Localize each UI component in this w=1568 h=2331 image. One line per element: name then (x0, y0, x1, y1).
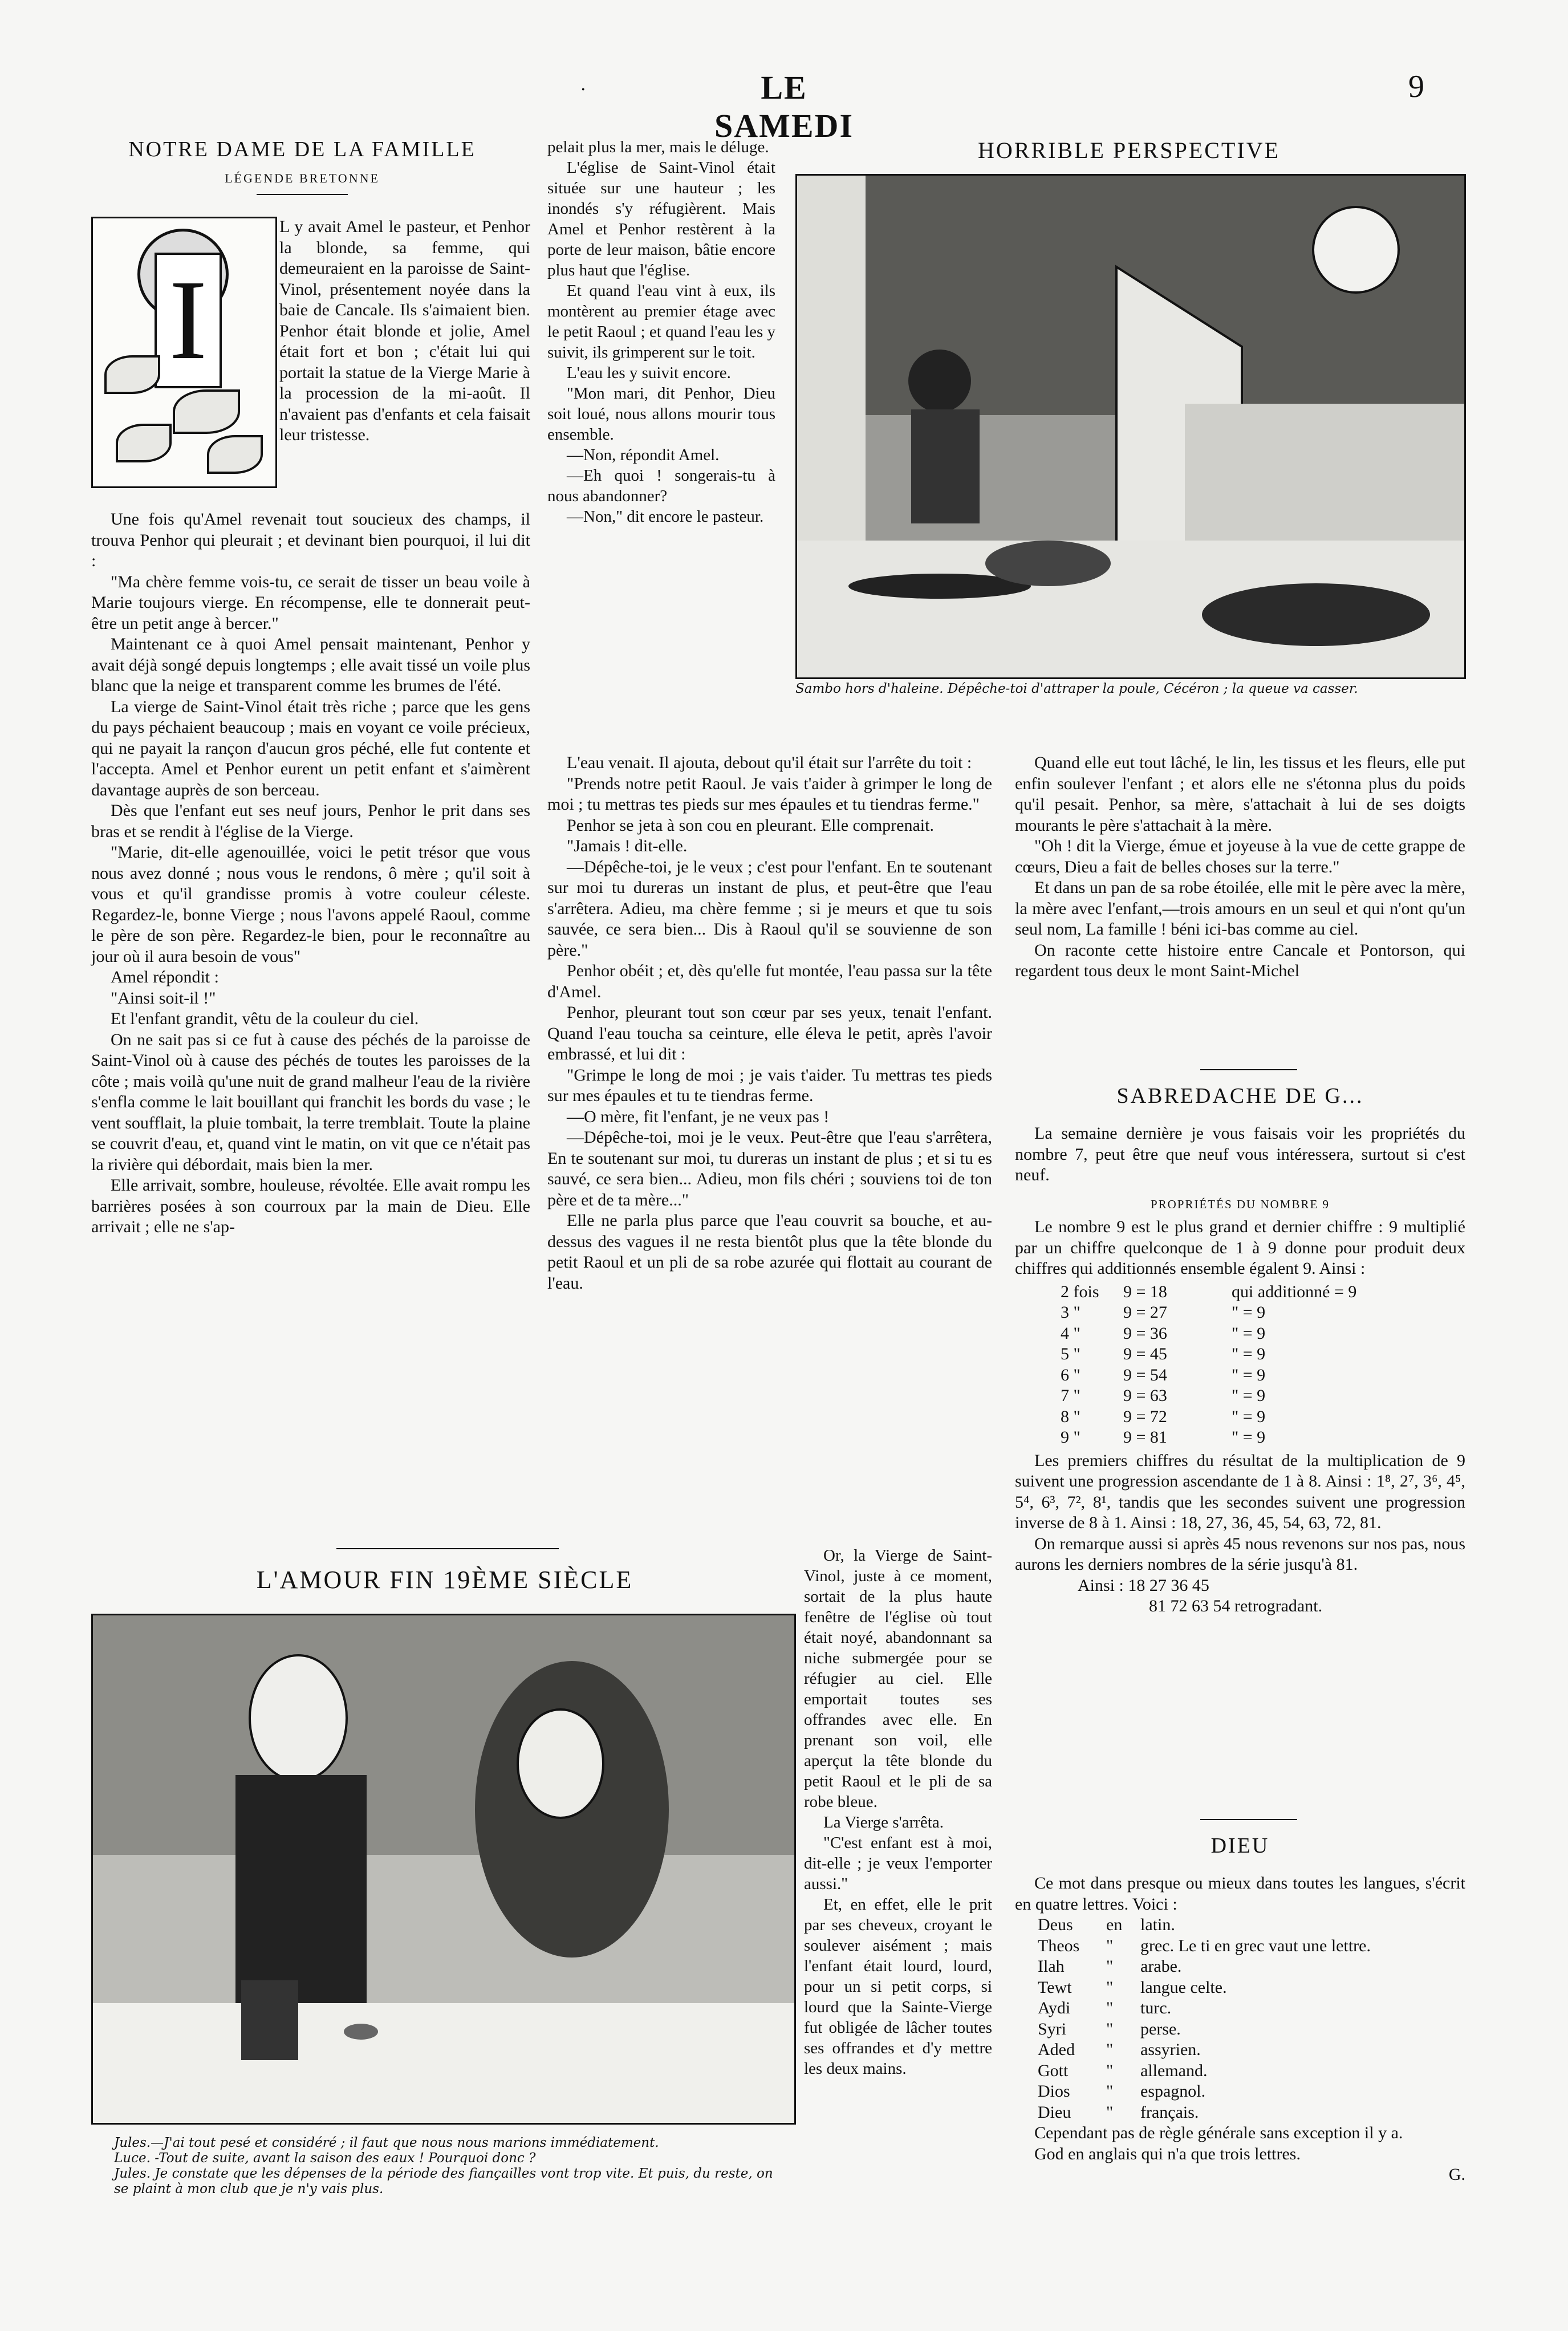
word-cell: Aydi (1038, 1999, 1071, 2017)
paragraph: —Dépêche-toi, moi je le veux. Peut-être que l'eau s'arrêtera, En te soutenant sur moi, tu dureras un instant de plus ; et si tu es sauvé, ce sera bien... Adieu, mon fils chéri ; souviens toi de ton père et de ta mère..." (547, 1128, 992, 1209)
article-subtitle: LÉGENDE BRETONNE (225, 171, 380, 185)
word-cell: " (1106, 1999, 1114, 2017)
paragraph: pelait plus la mer, mais le déluge. (547, 138, 769, 156)
word-cell: Syri (1038, 2019, 1067, 2038)
word-cell: " (1106, 1957, 1114, 1976)
amour-illustration (91, 1614, 796, 2125)
paragraph: On remarque aussi si après 45 nous revenons sur nos pas, nous aurons les derniers nombres de la série jusqu'à 81. (1015, 1534, 1465, 1574)
word-cell: Aded (1038, 2040, 1075, 2059)
word-cell: " (1106, 2061, 1114, 2080)
word-cell: grec. Le ti en grec vaut une lettre. (1140, 1936, 1371, 1955)
paragraph: Une fois qu'Amel revenait tout soucieux des champs, il trouva Penhor qui pleurait ; et devinant bien pourquoi, il lui dit : (91, 510, 530, 570)
table-cell: 3 " (1061, 1303, 1080, 1322)
leaf-ornament (104, 355, 160, 394)
paragraph: Maintenant ce à quoi Amel pensait maintenant, Penhor y avait déjà songé depuis longtemps ; elle avait tissé un voile plus blanc que la neige et transparent comme les brumes de l'été. (91, 635, 530, 695)
table-cell: " = 9 (1232, 1345, 1266, 1363)
section-divider (1200, 1819, 1297, 1820)
section-divider (336, 1548, 559, 1549)
paragraph: La Vierge s'arrêta. (823, 1813, 944, 1832)
paragraph: Penhor, pleurant tout son cœur par ses yeux, tenait l'enfant. Quand l'eau toucha sa ceinture, elle éleva le petit, après l'avoir embrassé, et lui dit : (547, 1003, 992, 1063)
paragraph: La semaine dernière je vous faisais voir les propriétés du nombre 7, peut être que neuf vous intéressera, surtout si c'est neuf. (1015, 1124, 1465, 1184)
list-item (1038, 2019, 1465, 2040)
article-column-2-end (804, 1545, 992, 2079)
sabredache-column (1015, 1123, 1465, 1617)
word-cell: " (1106, 2082, 1114, 2101)
paragraph: Ce mot dans presque ou mieux dans toutes les langues, s'écrit en quatre lettres. Voici : (1015, 1874, 1465, 1914)
section-divider (1200, 1069, 1297, 1070)
table-cell: 2 fois (1061, 1282, 1099, 1301)
paragraph: Le nombre 9 est le plus grand et dernier chiffre : 9 multiplié par un chiffre quelconque de 1 à 9 donne pour produit deux chiffres qui additionnés ensemble égalent 9. Ainsi : (1015, 1217, 1465, 1278)
multiplication-table (1061, 1282, 1465, 1448)
paragraph: Et l'enfant grandit, vêtu de la couleur du ciel. (111, 1009, 419, 1028)
list-item (1038, 1977, 1465, 1999)
series-line: 81 72 63 54 retrogradant. (1149, 1597, 1323, 1615)
word-cell: Dios (1038, 2082, 1070, 2101)
table-cell: " = 9 (1232, 1303, 1266, 1322)
paragraph: Or, la Vierge de Saint-Vinol, juste à ce moment, sortait de la plus haute fenêtre de l'église où tout était noyé, abandonnant sa niche submergée pour se réfugier au ciel. Elle emportait toutes ses offrandes avec elle. En prenant son voil, elle aperçut la tête blonde du petit Raoul et le pli de sa robe bleue. (804, 1546, 992, 1811)
word-cell: " (1106, 1936, 1114, 1955)
list-item (1038, 2081, 1465, 2102)
caption-line: Jules. Je constate que les dépenses de la période des fiançailles vont trop vite. Et puis, du reste, on se plaint à mon club que je n'y vais plus. (114, 2166, 773, 2196)
paragraph: L'eau venait. Il ajouta, debout qu'il était sur l'arrête du toit : (567, 753, 972, 772)
table-cell: " = 9 (1232, 1386, 1266, 1405)
paragraph: —Dépêche-toi, je le veux ; c'est pour l'enfant. En te soutenant sur moi tu dureras un instant de plus, et peut-être que l'eau s'arrêtera. Adieu, ma chère femme ; si je meurs et que tu sois sauvée, ce sera bien... Dis à Raoul qu'il se souvienne de son père." (547, 857, 992, 960)
word-cell: français. (1140, 2102, 1199, 2122)
paragraph: —O mère, fit l'enfant, je ne veux pas ! (567, 1107, 830, 1126)
paragraph: "C'est enfant est à moi, dit-elle ; je veux l'emporter aussi." (804, 1834, 992, 1893)
list-item (1038, 1936, 1465, 1957)
leaf-ornament (173, 389, 240, 434)
paragraph: Et quand l'eau vint à eux, ils montèrent au premier étage avec le petit Raoul ; et quand l'eau les y suivit, ils grimperent sur le toit. (547, 282, 775, 362)
table-cell: " = 9 (1232, 1407, 1266, 1426)
page-number: 9 (1408, 69, 1424, 104)
title-divider (257, 194, 348, 195)
word-cell: perse. (1140, 2019, 1181, 2038)
table-cell: 9 " (1061, 1428, 1080, 1447)
paragraph: Cependant pas de règle générale sans exception il y a. (1034, 2123, 1403, 2142)
dropcap-illustration (91, 217, 277, 488)
paragraph: Amel répondit : (111, 968, 219, 986)
table-cell: 9 = 27 (1123, 1303, 1167, 1322)
list-item (1038, 1915, 1465, 1936)
paragraph: —Eh quoi ! songerais-tu à nous abandonner? (547, 466, 775, 505)
article-column-2 (547, 137, 775, 527)
table-cell: 9 = 36 (1123, 1323, 1167, 1343)
table-cell: 9 = 72 (1123, 1407, 1167, 1426)
paragraph: L'église de Saint-Vinol était située sur une hauteur ; les inondés s'y réfugièrent. Mais Amel et Penhor restèrent à la porte de leur maison, bâtie encore plus haut que l'église. (547, 159, 775, 279)
paragraph: Les premiers chiffres du résultat de la multiplication de 9 suivent une progression ascendante de 1 à 8. Ainsi : 1⁸, 2⁷, 3⁶, 4⁵, 5⁴, 6³, 7², 8¹, tandis que les secondes suivent une progression inverse de 8 à 1. Ainsi : 18, 27, 36, 45, 54, 63, 72, 81. (1015, 1451, 1465, 1532)
paragraph: "Ainsi soit-il !" (111, 988, 216, 1008)
section-subtitle: PROPRIÉTÉS DU NOMBRE 9 (1150, 1197, 1330, 1211)
horrible-perspective-illustration (795, 174, 1466, 679)
table-row (1061, 1302, 1465, 1323)
paragraph: L y avait Amel le pasteur, et Penhor la blonde, sa femme, qui demeuraient en la paroisse de Saint-Vinol, présentement noyée dans la baie de Cancale. Ils s'aimaient bien. Penhor était blonde et jolie, Amel était fort et bon ; c'était lui qui portait la statue de la Vierge Marie à la procession de la mi-août. Il n'avaient pas d'enfants et cela faisait leur tristesse. (279, 217, 530, 444)
horrible-perspective-caption: Sambo hors d'haleine. Dépêche-toi d'attraper la poule, Cécéron ; la queue va casser. (795, 681, 1358, 696)
list-item (1038, 2102, 1465, 2123)
article-column-1 (91, 509, 530, 1238)
word-cell: Tewt (1038, 1977, 1072, 1997)
list-item (1038, 1998, 1465, 2019)
newspaper-title: LE SAMEDI (714, 69, 854, 144)
leaf-ornament (207, 435, 263, 474)
paragraph: Et, en effet, elle le prit par ses cheveux, croyant le soulever aisément ; mais l'enfant était lourd, lourd, pour un si petit corps, si lourd que la Sainte-Vierge fut obligée de lâcher toutes ses offrandes et d'y mettre les deux mains. (804, 1895, 992, 2078)
paragraph: "Marie, dit-elle agenouillée, voici le petit trésor que vous nous avez donné ; nous vous le rendons, ô mère ; qu'il soit à vous et qu'il grandisse promis à votre couleur céleste. Regardez-le, bonne Vierge ; nous l'avons appelé Raoul, comme le père de son père. Regardez-le bien, pour le reconnaître au jour où il aura besoin de vous" (91, 843, 530, 966)
paragraph: On ne sait pas si ce fut à cause des péchés de la paroisse de Saint-Vinol où à cause des péchés de toutes les paroisses de la côte ; mais voilà qu'une nuit de grand malheur l'eau de la rivière s'enfla comme le lait bouillant qui franchit les bords du vase ; le vent soufflait, la pluie tombait, la terre tremblait. Toute la plaine se couvrit d'eau, et, quand vint le matin, on vit que ce n'était pas la rivière qui débordait, mais bien la mer. (91, 1030, 530, 1174)
table-row (1061, 1344, 1465, 1365)
list-item (1038, 2040, 1465, 2061)
paragraph: —Non, répondit Amel. (567, 446, 720, 464)
section-title-sabredache: SABREDACHE DE G... (1116, 1084, 1364, 1108)
table-cell: 9 = 45 (1123, 1345, 1167, 1363)
illustration-title-horrible: HORRIBLE PERSPECTIVE (977, 137, 1281, 163)
leaf-ornament (116, 424, 172, 462)
word-cell: Dieu (1038, 2102, 1071, 2122)
paragraph: Dès que l'enfant eut ses neuf jours, Penhor le prit dans ses bras et se rendit à l'église de la Vierge. (91, 801, 530, 841)
amour-caption (114, 2135, 787, 2197)
paragraph: Penhor obéit ; et, dès qu'elle fut montée, l'eau passa sur la tête d'Amel. (547, 961, 992, 1001)
list-item (1038, 1956, 1465, 1977)
dropcap-letter: I (155, 253, 222, 388)
article-lead-text (279, 217, 530, 446)
paragraph: La vierge de Saint-Vinol était très riche ; parce que les gens du pays péchaient beaucoup ; mais en voyant ce voile précieux, qui ne payait la rançon d'aucun gros péché, elle fut contente et l'accepta. Amel et Penhor eurent un petit enfant et s'aimèrent davantage auprès de son berceau. (91, 697, 530, 799)
table-cell: 5 " (1061, 1345, 1080, 1363)
paragraph: Quand elle eut tout lâché, le lin, les tissus et les fleurs, elle put enfin soulever l'enfant ; et alors elle ne s'étonna plus du poids qu'il pesait. Penhor, sa mère, s'attachait à lui de ses doigts mourants le père s'attachait à la mère. (1015, 753, 1465, 835)
word-cell: " (1106, 2040, 1114, 2059)
illustration-title-amour: L'AMOUR FIN 19ÈME SIÈCLE (256, 1566, 633, 1594)
word-cell: allemand. (1140, 2061, 1208, 2080)
table-cell: qui additionné = 9 (1232, 1282, 1357, 1301)
article-column-3 (1015, 753, 1465, 982)
caption-line: Jules.—J'ai tout pesé et considéré ; il faut que nous nous marions immédiatement. (114, 2135, 659, 2150)
word-cell: latin. (1140, 1915, 1175, 1934)
masthead (0, 68, 1568, 144)
word-list (1038, 1915, 1465, 2123)
signature: G. (1448, 2165, 1465, 2184)
table-cell: 7 " (1061, 1386, 1080, 1405)
paragraph: "Mon mari, dit Penhor, Dieu soit loué, nous allons mourir tous ensemble. (547, 384, 775, 444)
paragraph: L'eau les y suivit encore. (567, 364, 731, 382)
word-cell: arabe. (1140, 1957, 1182, 1976)
table-row (1061, 1323, 1465, 1345)
table-cell: 9 = 81 (1123, 1428, 1167, 1447)
paragraph: "Jamais ! dit-elle. (567, 836, 688, 855)
word-cell: Theos (1038, 1936, 1080, 1955)
paragraph: Elle ne parla plus parce que l'eau couvrit sa bouche, et au-dessus des vagues il ne resta bientôt plus que la tête blonde du petit Raoul et un pli de sa robe azurée qui flottait au courant de l'eau. (547, 1211, 992, 1293)
table-row (1061, 1282, 1465, 1303)
table-cell: " = 9 (1232, 1365, 1266, 1384)
paragraph: Et dans un pan de sa robe étoilée, elle mit le père avec la mère, la mère avec l'enfant,—trois amours en un seul et qui n'ont qu'un seul nom, La famille ! béni ici-bas comme au ciel. (1015, 878, 1465, 939)
caption-line: Luce. -Tout de suite, avant la saison des eaux ! Pourquoi donc ? (114, 2151, 536, 2166)
word-cell: " (1106, 2102, 1114, 2122)
dieu-column (1015, 1873, 1465, 2186)
table-row (1061, 1386, 1465, 1407)
word-cell: Deus (1038, 1915, 1073, 1934)
paragraph: On raconte cette histoire entre Cancale et Pontorson, qui regardent tous deux le mont Saint-Michel (1015, 940, 1465, 980)
list-item (1038, 2061, 1465, 2082)
table-cell: " = 9 (1232, 1323, 1266, 1343)
word-cell: " (1106, 1977, 1114, 1997)
table-cell: " = 9 (1232, 1428, 1266, 1447)
paragraph: Penhor se jeta à son cou en pleurant. Elle comprenait. (567, 815, 934, 835)
table-row (1061, 1407, 1465, 1428)
word-cell: assyrien. (1140, 2040, 1201, 2059)
table-cell: 9 = 54 (1123, 1365, 1167, 1384)
paragraph: "Oh ! dit la Vierge, émue et joyeuse à la vue de cette grappe de cœurs, Dieu a fait de belles choses sur la terre." (1015, 836, 1465, 876)
paragraph: "Grimpe le long de moi ; je vais t'aider. Tu mettras tes pieds sur mes épaules et tu te tiendras ferme. (547, 1065, 992, 1105)
paragraph: —Non," dit encore le pasteur. (567, 507, 764, 526)
article-column-2-continued (547, 753, 992, 1294)
table-cell: 6 " (1061, 1365, 1080, 1384)
table-cell: 9 = 63 (1123, 1386, 1167, 1405)
paragraph: God en anglais qui n'a que trois lettres. (1034, 2144, 1301, 2163)
masthead-ornament: · (580, 80, 586, 100)
paragraph: "Prends notre petit Raoul. Je vais t'aider à grimper le long de moi ; tu mettras tes pieds sur mes épaules et tu tiendras ferme." (547, 774, 992, 814)
table-cell: 4 " (1061, 1323, 1080, 1343)
word-cell: langue celte. (1140, 1977, 1227, 1997)
paragraph: "Ma chère femme vois-tu, ce serait de tisser un beau voile à Marie toujours vierge. En récompense, elle te donnerait peut-être un petit ange à bercer." (91, 572, 530, 633)
paragraph: Elle arrivait, sombre, houleuse, révoltée. Elle avait rompu les barrières posées à son courroux par la main de Dieu. Elle arrivait ; elle ne s'ap- (91, 1176, 530, 1236)
word-cell: en (1106, 1915, 1123, 1934)
table-row (1061, 1427, 1465, 1448)
word-cell: espagnol. (1140, 2082, 1206, 2101)
word-cell: turc. (1140, 1999, 1172, 2017)
series-line: Ainsi : 18 27 36 45 (1078, 1575, 1209, 1595)
table-cell: 8 " (1061, 1407, 1080, 1426)
section-title-dieu: DIEU (1210, 1834, 1270, 1858)
article-title-notre-dame: NOTRE DAME DE LA FAMILLE (128, 137, 476, 161)
word-cell: " (1106, 2019, 1114, 2038)
table-cell: 9 = 18 (1123, 1282, 1167, 1301)
word-cell: Ilah (1038, 1957, 1065, 1976)
word-cell: Gott (1038, 2061, 1069, 2080)
table-row (1061, 1365, 1465, 1386)
